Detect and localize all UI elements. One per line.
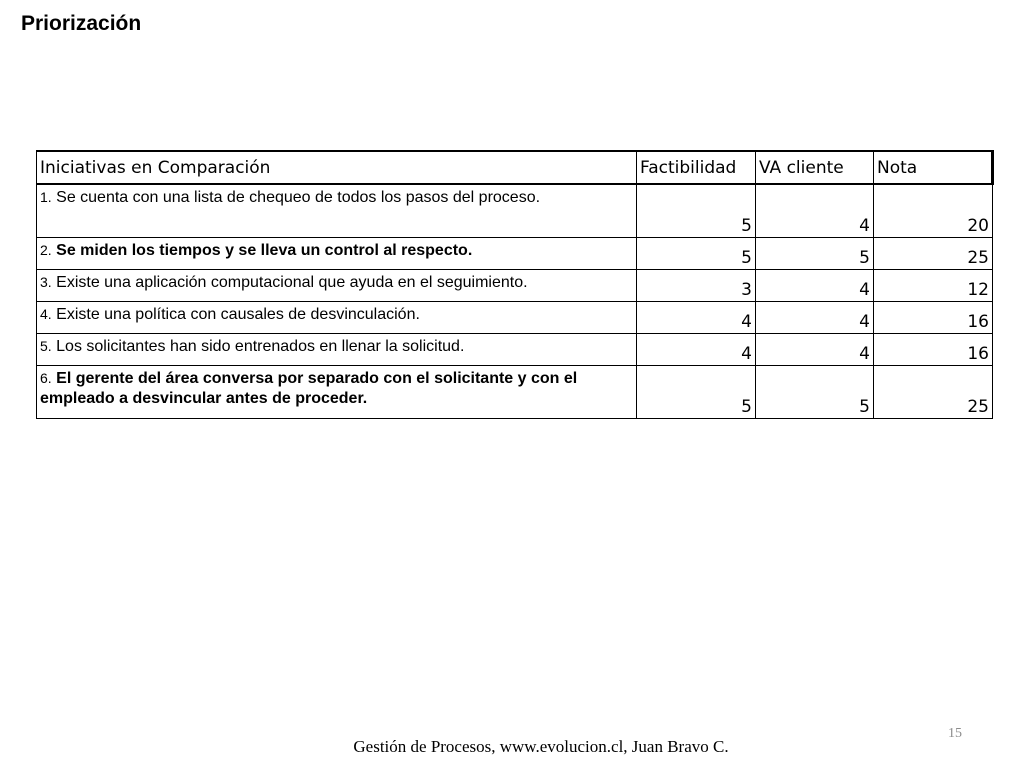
initiative-cell bbox=[37, 302, 637, 334]
score-cell: 16 bbox=[874, 302, 993, 334]
score-cell: 25 bbox=[874, 366, 993, 419]
feasibility-cell: 4 bbox=[637, 302, 756, 334]
page-number: 15 bbox=[948, 726, 962, 741]
initiative-number: 2. bbox=[40, 242, 52, 258]
feasibility-cell: 5 bbox=[637, 238, 756, 270]
initiative-cell bbox=[37, 334, 637, 366]
initiative-number: 4. bbox=[40, 306, 52, 322]
table-row bbox=[37, 302, 993, 334]
customer-value-cell: 4 bbox=[756, 302, 874, 334]
feasibility-cell: 3 bbox=[637, 270, 756, 302]
feasibility-cell: 5 bbox=[637, 184, 756, 238]
customer-value-cell: 4 bbox=[756, 184, 874, 238]
slide-title: Priorización bbox=[21, 12, 142, 35]
initiative-text: Los solicitantes han sido entrenados en llenar la solicitud. bbox=[56, 338, 465, 355]
initiative-cell bbox=[37, 238, 637, 270]
header-initiatives: Iniciativas en Comparación bbox=[37, 151, 637, 184]
header-feasibility: Factibilidad bbox=[637, 151, 756, 184]
initiative-number: 3. bbox=[40, 274, 52, 290]
feasibility-cell: 5 bbox=[637, 366, 756, 419]
initiative-text: Se cuenta con una lista de chequeo de todos los pasos del proceso. bbox=[56, 189, 541, 206]
score-cell: 20 bbox=[874, 184, 993, 238]
table-row bbox=[37, 334, 993, 366]
header-score: Nota bbox=[874, 151, 993, 184]
customer-value-cell: 4 bbox=[756, 270, 874, 302]
score-cell: 25 bbox=[874, 238, 993, 270]
prioritization-table bbox=[36, 150, 994, 419]
initiative-cell bbox=[37, 184, 637, 238]
initiative-text: Se miden los tiempos y se lleva un control al respecto. bbox=[56, 242, 473, 259]
initiative-number: 5. bbox=[40, 338, 52, 354]
table-row bbox=[37, 366, 993, 419]
score-cell: 12 bbox=[874, 270, 993, 302]
footer-text: Gestión de Procesos, www.evolucion.cl, Juan Bravo C. bbox=[353, 737, 729, 756]
table-row bbox=[37, 184, 993, 238]
table-header-row bbox=[37, 151, 993, 184]
header-customer-value: VA cliente bbox=[756, 151, 874, 184]
table-row bbox=[37, 270, 993, 302]
feasibility-cell: 4 bbox=[637, 334, 756, 366]
initiative-text: Existe una aplicación computacional que ayuda en el seguimiento. bbox=[56, 274, 528, 291]
initiative-text: El gerente del área conversa por separado con el solicitante y con el empleado a desvincular antes de proceder. bbox=[40, 370, 578, 407]
initiative-number: 1. bbox=[40, 189, 52, 205]
customer-value-cell: 4 bbox=[756, 334, 874, 366]
table-row bbox=[37, 238, 993, 270]
initiative-cell bbox=[37, 366, 637, 419]
score-cell: 16 bbox=[874, 334, 993, 366]
initiative-cell bbox=[37, 270, 637, 302]
customer-value-cell: 5 bbox=[756, 238, 874, 270]
customer-value-cell: 5 bbox=[756, 366, 874, 419]
initiative-number: 6. bbox=[40, 370, 52, 386]
initiative-text: Existe una política con causales de desvinculación. bbox=[56, 306, 420, 323]
